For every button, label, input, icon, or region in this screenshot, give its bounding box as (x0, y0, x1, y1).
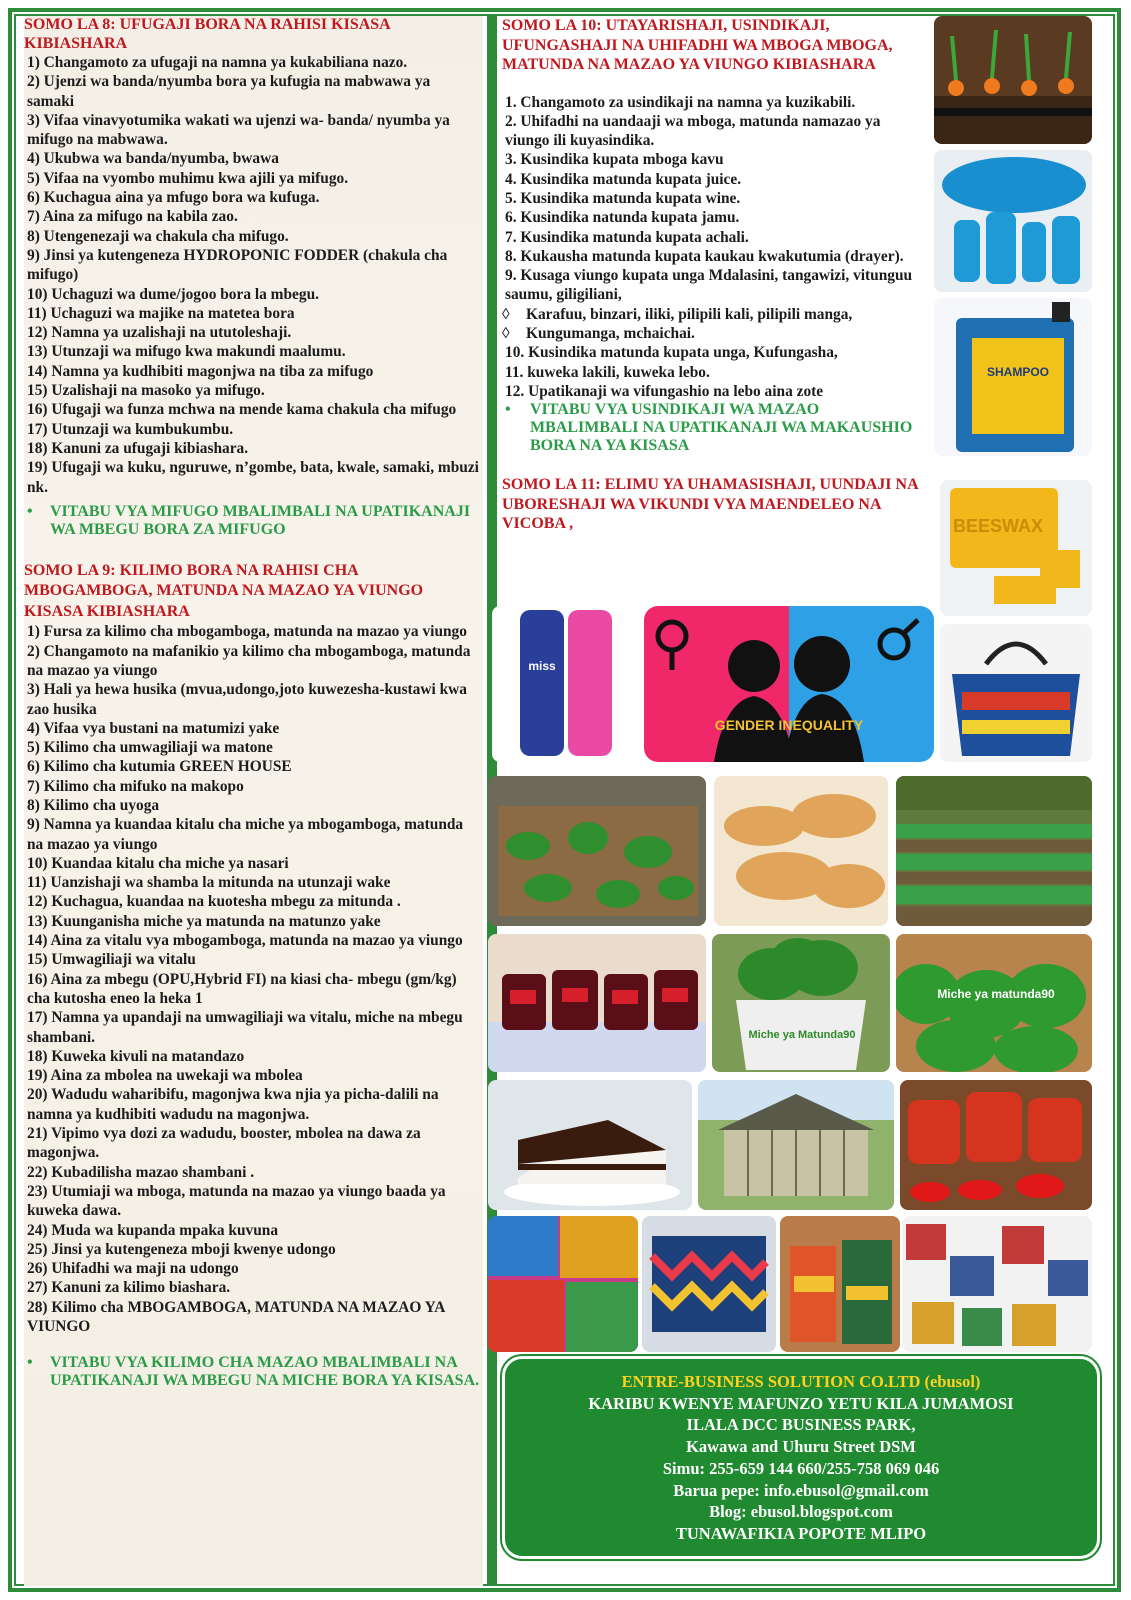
somo9-heading: SOMO LA 9: KILIMO BORA NA RAHISI CHA MBOGAMBOGA, MATUNDA NA MAZAO YA VIUNGO KISASA KIBIASHARA (24, 561, 424, 620)
footer-line2: ILALA DCC BUSINESS PARK, (686, 1415, 916, 1435)
seedling-photo-text: Miche ya matunda90 (937, 987, 1055, 1001)
somo9-item: 26) Uhifadhi wa maji na udongo (27, 1260, 239, 1278)
somo8-list (24, 53, 483, 497)
somo9-item: 15) Umwagiliaji wa vitalu (27, 951, 196, 969)
shampoo-label-text: SHAMPOO (986, 365, 1050, 379)
somo10-item: 9. Kusaga viungo kupata unga Mdalasini, tangawizi, vitunguu saumu, giligiliani, (505, 267, 913, 304)
somo9-item: 8) Kilimo cha uyoga (27, 797, 160, 814)
somo8-books: • VITABU VYA MIFUGO MBALIMBALI NA UPATIKANAJI WA MBEGU BORA ZA MIFUGO (24, 503, 483, 539)
somo9-item: 13) Kuunganisha miche ya matunda na matunzo yake (27, 912, 381, 930)
print-bags-photo (780, 1216, 900, 1352)
somo8-item: 12) Namna ya uzalishaji na ututoleshaji. (27, 324, 292, 342)
somo10-item: 6. Kusindika natunda kupata jamu. (505, 209, 740, 227)
somo8-item: 10) Uchaguzi wa dume/jogoo bora la mbegu. (27, 285, 319, 303)
somo8-item: 19) Ufugaji wa kuku, nguruwe, n’gombe, bata, kwale, samaki, mbuzi nk. (27, 459, 479, 496)
somo8-item: 14) Namna ya kudhibiti magonjwa na tiba za mifugo (27, 362, 374, 380)
somo8-item: 17) Utunzaji wa kumbukumbu. (27, 420, 234, 438)
somo10-block (502, 16, 928, 534)
somo9-item: 3) Hali ya hewa husika (mvua,udongo,joto kuwezesha-kustawi kwa zao husika (27, 681, 467, 718)
footer-phone: Simu: 255-659 144 660/255-758 069 046 (662, 1458, 940, 1478)
somo8-item: 5) Vifaa na vyombo muhimu kwa ajili ya mifugo. (27, 169, 349, 187)
somo10-item: 2. Uhifadhi na uandaaji wa mboga, matunda namazao ya viungo ili kuyasindika. (505, 112, 881, 150)
lotion-label-text: miss (528, 659, 556, 673)
somo8-item: 15) Uzalishaji na masoko ya mifugo. (27, 382, 265, 400)
somo8-heading: SOMO LA 8: UFUGAJI BORA NA RAHISI KISASA KIBIASHARA (24, 16, 390, 52)
somo9-item: 20) Wadudu waharibifu, magonjwa kwa njia ya picha-dalili na namna ya kudhibiti wadudu na magonjwa. (27, 1086, 439, 1123)
somo9-item: 27) Kanuni za kilimo biashara. (27, 1279, 231, 1297)
footer-line1: KARIBU KWENYE MAFUNZO YETU KILA JUMAMOSI (588, 1393, 1014, 1413)
somo9-item: 28) Kilimo cha MBOGAMBOGA, MATUNDA NA MAZAO YA VIUNGO (27, 1298, 445, 1336)
somo8-item: 16) Ufugaji wa funza mchwa na mende kama chakula cha mifugo (27, 401, 457, 419)
somo10-item: 4. Kusindika matunda kupata juice. (505, 170, 742, 188)
somo8-item: 1) Changamoto za ufugaji na namna ya kukabiliana nazo. (27, 54, 408, 71)
somo10-item: 1. Changamoto za usindikaji na namna ya kuzikabili. (505, 93, 856, 111)
somo9-item: 17) Namna ya upandaji na umwagiliaji wa vitalu, miche na mbegu shambani. (27, 1009, 463, 1046)
right-column (500, 16, 1114, 1586)
snack-biscuits-photo (714, 776, 888, 926)
lotion-bottles-photo (492, 606, 638, 762)
somo9-item: 14) Aina za vitalu vya mbogamboga, matunda na mazao ya viungo (27, 932, 463, 950)
somo8-item: 9) Jinsi ya kutengeneza HYDROPONIC FODDER (chakula cha mifugo) (27, 246, 448, 284)
somo9-item: 9) Namna ya kuandaa kitalu cha miche ya mbogamboga, matunda na mazao ya viungo (27, 816, 464, 853)
somo9-list (24, 622, 483, 1336)
chili-sauce-jars-photo (900, 1080, 1092, 1210)
contact-footer (502, 1356, 1100, 1559)
somo10-item: 8. Kukausha matunda kupata kaukau kwakutumia (drayer). (505, 247, 904, 265)
footer-line7: TUNAWAFIKIA POPOTE MLIPO (675, 1523, 927, 1543)
beeswax-photo (940, 480, 1092, 616)
somo8-item: 7) Aina za mifugo na kabila zao. (27, 208, 238, 226)
gender-inequality-photo (644, 606, 934, 762)
somo10-item: 10. Kusindika matunda kupata unga, Kufungasha, (505, 344, 838, 362)
seedling-bag-photo (712, 934, 890, 1072)
somo9-item: 6) Kilimo cha kutumia GREEN HOUSE (27, 758, 292, 776)
somo10-list-continued (502, 343, 928, 401)
somo9-item: 23) Utumiaji wa mboga, matunda na mazao ya viungo baada ya kuweka dawa. (27, 1182, 446, 1220)
vegetable-field-photo (896, 776, 1092, 926)
footer-blog[interactable]: Blog: ebusol.blogspot.com (709, 1502, 893, 1522)
somo9-item: 16) Aina za mbegu (OPU,Hybrid FI) na kiasi cha- mbegu (gm/kg) cha kutosha eneo la heka 1 (27, 970, 457, 1007)
somo9-item: 22) Kubadilisha mazao shambani . (27, 1163, 255, 1181)
somo8-item: 8) Utengenezaji wa chakula cha mifugo. (27, 227, 289, 245)
shampoo-bottle-photo (934, 298, 1092, 456)
somo9-item: 19) Aina za mbolea na uwekaji wa mbolea (27, 1067, 303, 1085)
kitenge-handbag-photo (940, 624, 1092, 762)
somo11-heading: SOMO LA 11: ELIMU YA UHAMASISHAJI, UUNDAJI NA UBORESHAJI WA VIKUNDI VYA MAENDELEO NA VICOBA , (502, 476, 918, 533)
somo9-item: 2) Changamoto na mafanikio ya kilimo cha mbogamboga, matunda na mazao ya viungo (27, 642, 471, 679)
gender-banner-text: GENDER INEQUALITY (714, 717, 864, 733)
somo9-item: 1) Fursa za kilimo cha mbogamboga, matunda na mazao ya viungo (27, 623, 467, 641)
somo9-item: 25) Jinsi ya kutengeneza mboji kwenye udongo (27, 1240, 336, 1258)
cleaning-liquids-photo (934, 150, 1092, 292)
beeswax-label-text: BEESWAX (952, 516, 1044, 536)
somo9-item: 7) Kilimo cha mifuko na makopo (27, 777, 244, 795)
somo10-diamond-item: ◊ Kungumanga, mchaichai. (502, 324, 928, 343)
somo9-item: 11) Uanzishaji wa shamba la mitunda na utunzaji wake (27, 874, 391, 892)
somo10-diamond-list (502, 305, 928, 344)
jam-jars-photo (488, 934, 706, 1072)
somo8-item: 2) Ujenzi wa banda/nyumba bora ya kufugia na mabwawa ya samaki (27, 73, 431, 110)
somo10-item: 3. Kusindika kupata mboga kavu (505, 151, 724, 169)
somo10-item: 5. Kusindika matunda kupata wine. (505, 189, 741, 207)
drip-irrigation-photo (934, 16, 1092, 144)
kitenge-fabrics-photo (488, 1216, 638, 1352)
seedling-bag-text: Miche ya Matunda90 (748, 1029, 856, 1041)
somo8-item: 6) Kuchagua aina ya mfugo bora wa kufuga. (27, 189, 320, 207)
footer-company: ENTRE-BUSINESS SOLUTION CO.LTD (ebusol) (621, 1372, 981, 1391)
woven-baskets-collage-photo (902, 1216, 1092, 1352)
somo9-item: 4) Vifaa vya bustani na matumizi yake (27, 719, 280, 737)
somo8-item: 18) Kanuni za ufugaji kibiashara. (27, 439, 249, 457)
somo9-books: • VITABU VYA KILIMO CHA MAZAO MBALIMBALI NA UPATIKANAJI WA MBEGU NA MICHE BORA YA KISASA. (24, 1354, 483, 1390)
somo8-item: 3) Vifaa vinavyotumika wakati wa ujenzi wa- banda/ nyumba ya mifugo na mabwawa. (27, 111, 450, 149)
fruit-seedlings-photo (896, 934, 1092, 1072)
chocolate-cake-photo (488, 1080, 692, 1210)
zigzag-bags-photo (642, 1216, 776, 1352)
footer-email[interactable]: Barua pepe: info.ebusol@gmail.com (673, 1480, 929, 1500)
footer-line3: Kawawa and Uhuru Street DSM (686, 1437, 916, 1457)
left-column (24, 16, 483, 1586)
somo10-diamond-item: ◊ Karafuu, binzari, iliki, pilipili kali, pilipili manga, (502, 305, 928, 324)
garden-bed-photo (488, 776, 706, 926)
somo9-item: 10) Kuandaa kitalu cha miche ya nasari (27, 854, 289, 872)
somo8-item: 13) Utunzaji wa mifugo kwa makundi maalumu. (27, 343, 346, 361)
somo8-item: 11) Uchaguzi wa majike na matetea bora (27, 304, 295, 322)
greenhouse-cage-photo (698, 1080, 894, 1210)
somo10-item: 7. Kusindika matunda kupata achali. (505, 228, 749, 246)
somo9-item: 21) Vipimo vya dozi za wadudu, booster, mbolea na dawa za magonjwa. (27, 1125, 421, 1162)
somo10-list (502, 93, 928, 305)
somo10-item: 12. Upatikanaji wa vifungashio na lebo aina zote (505, 382, 824, 400)
somo10-item: 11. kuweka lakili, kuweka lebo. (505, 363, 710, 381)
somo8-item: 4) Ukubwa wa banda/nyumba, bwawa (27, 150, 279, 168)
somo10-books: • VITABU VYA USINDIKAJI WA MAZAO MBALIMBALI NA UPATIKANAJI WA MAKAUSHIO BORA NA YA KISASA (502, 401, 928, 455)
somo9-item: 24) Muda wa kupanda mpaka kuvuna (27, 1221, 279, 1239)
somo9-item: 18) Kuweka kivuli na matandazo (27, 1047, 245, 1065)
somo9-item: 5) Kilimo cha umwagiliaji wa matone (27, 739, 273, 757)
somo10-heading: SOMO LA 10: UTAYARISHAJI, USINDIKAJI, UFUNGASHAJI NA UHIFADHI WA MBOGA MBOGA, MATUNDA NA MAZAO YA VIUNGO KIBIASHARA (502, 17, 893, 73)
somo9-item: 12) Kuchagua, kuandaa na kuotesha mbegu za mitunda . (27, 893, 401, 911)
